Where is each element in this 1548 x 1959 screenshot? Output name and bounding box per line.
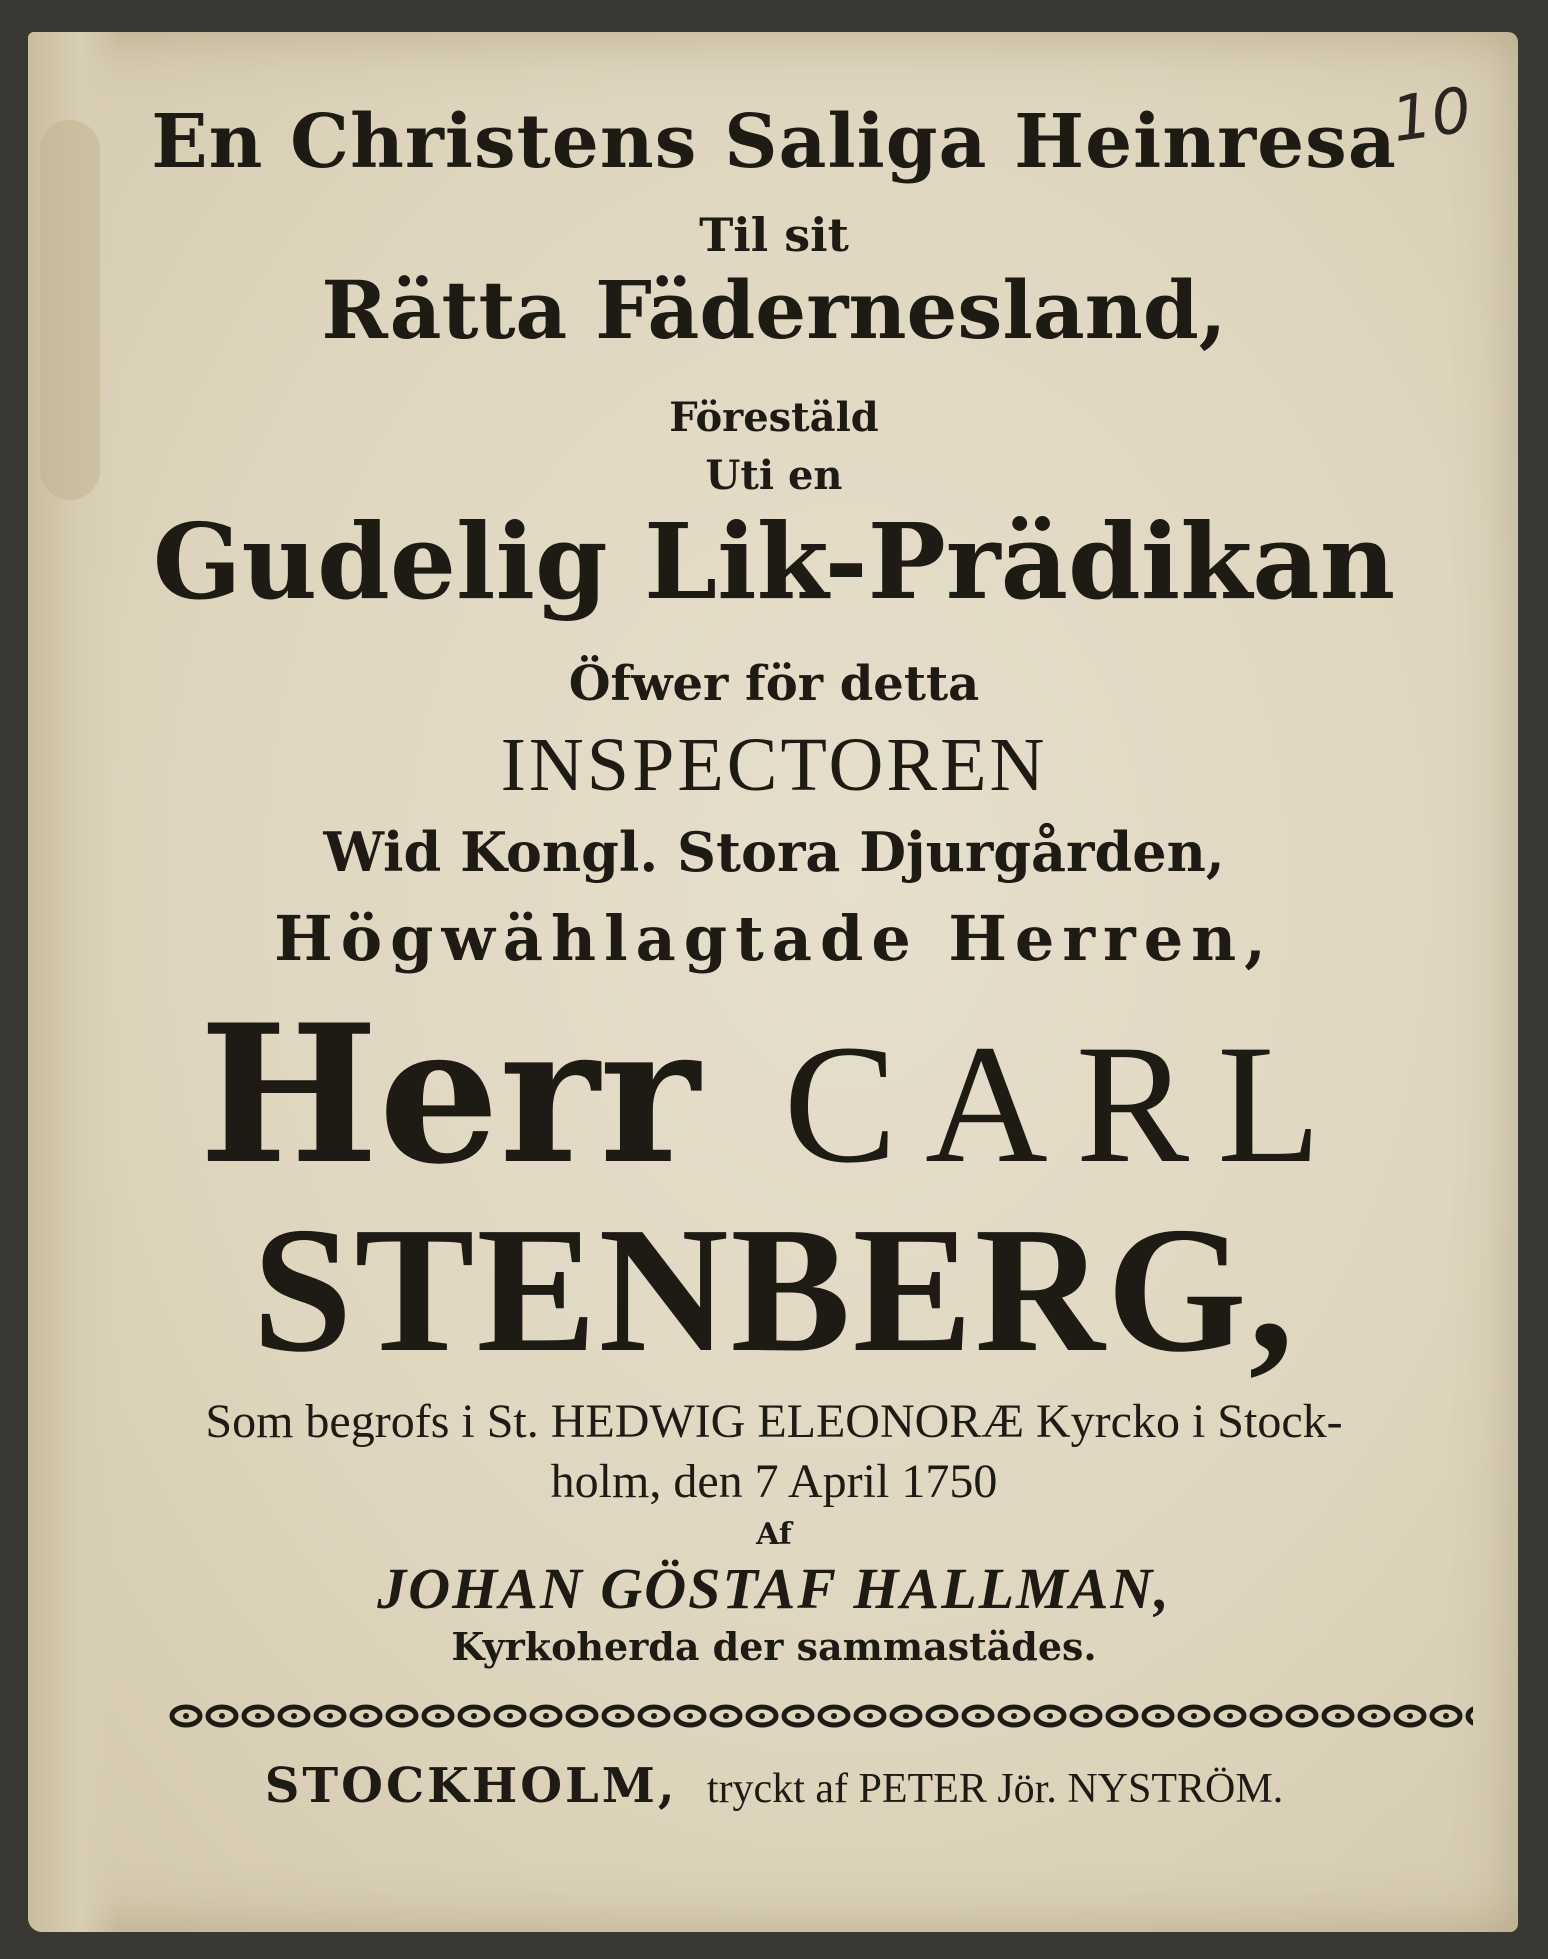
author-name: JOHAN GÖSTAF HALLMAN, [377, 1556, 1171, 1621]
title-line-6: Gudelig Lik-Prädikan [152, 500, 1396, 623]
imprint-city: STOCKHOLM, [264, 1758, 678, 1814]
burial-line-2: holm, den 7 April 1750 [550, 1455, 998, 1508]
title-line-11 [0, 983, 1548, 1206]
imprint-printer: tryckt af PETER Jör. NYSTRÖM. [706, 1766, 1284, 1812]
title-line-3: Rätta Fädernesland, [321, 263, 1227, 357]
burial-line-1: Som begrofs i St. HEDWIG ELEONORÆ Kyrcko i Stock- [205, 1395, 1343, 1448]
title-line-4: Förestäld [669, 394, 879, 441]
author-by: Af [756, 1517, 792, 1552]
herr-word: Herr [198, 983, 700, 1206]
title-line-8: INSPECTOREN [500, 723, 1048, 807]
title-line-1: En Christens Saliga Heinresa [151, 99, 1397, 185]
title-line-2: Til sit [699, 208, 849, 262]
title-line-5: Uti en [705, 452, 843, 499]
title-line-9: Wid Kongl. Stora Djurgården, [323, 820, 1225, 884]
ornamental-rule [168, 1698, 1473, 1734]
carl-word: CARL [783, 1010, 1350, 1198]
imprint-line [0, 1758, 1548, 1814]
handwritten-page-number: 10 [1387, 72, 1476, 157]
title-line-7: Öfwer för detta [568, 656, 980, 712]
surname-line: STENBERG, [252, 1190, 1296, 1389]
author-role: Kyrkoherda der sammastädes. [451, 1624, 1097, 1669]
title-line-10: Högwählagtade Herren, [274, 902, 1274, 975]
